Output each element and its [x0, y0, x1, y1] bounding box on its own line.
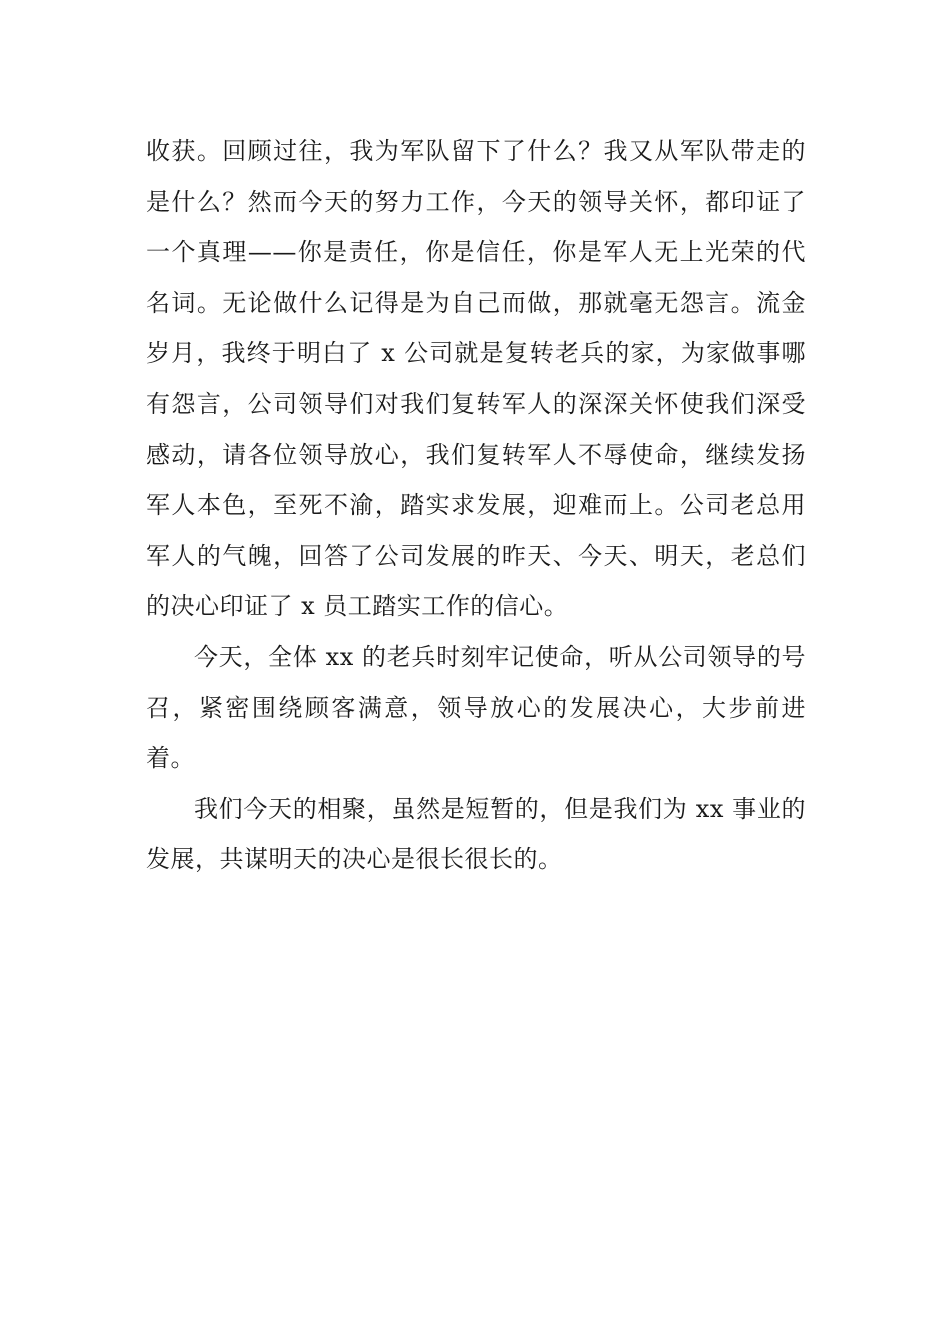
document-body: [146, 126, 806, 885]
paragraph-veterans-mission: 今天，全体 xx 的老兵时刻牢记使命，听从公司领导的号召，紧密围绕顾客满意，领导放心的发展决心，大步前进着。: [146, 642, 806, 773]
paragraph-continuation: 收获。回顾过往，我为军队留下了什么？我又从军队带走的是什么？然而今天的努力工作，今天的领导关怀，都印证了一个真理——你是责任，你是信任，你是军人无上光荣的代名词。无论做什么记得是为自己而做，那就毫无怨言。流金岁月，我终于明白了 x 公司就是复转老兵的家，为家做事哪有怨言，公司领导们对我们复转军人的深深关怀使我们深受感动，请各位领导放心，我们复转军人不辱使命，继续发扬军人本色，至死不渝，踏实求发展，迎难而上。公司老总用军人的气魄，回答了公司发展的昨天、今天、明天，老总们的决心印证了 x 员工踏实工作的信心。: [146, 137, 806, 621]
paragraph-gathering: 我们今天的相聚，虽然是短暂的，但是我们为 xx 事业的发展，共谋明天的决心是很长很长的。: [146, 794, 806, 874]
